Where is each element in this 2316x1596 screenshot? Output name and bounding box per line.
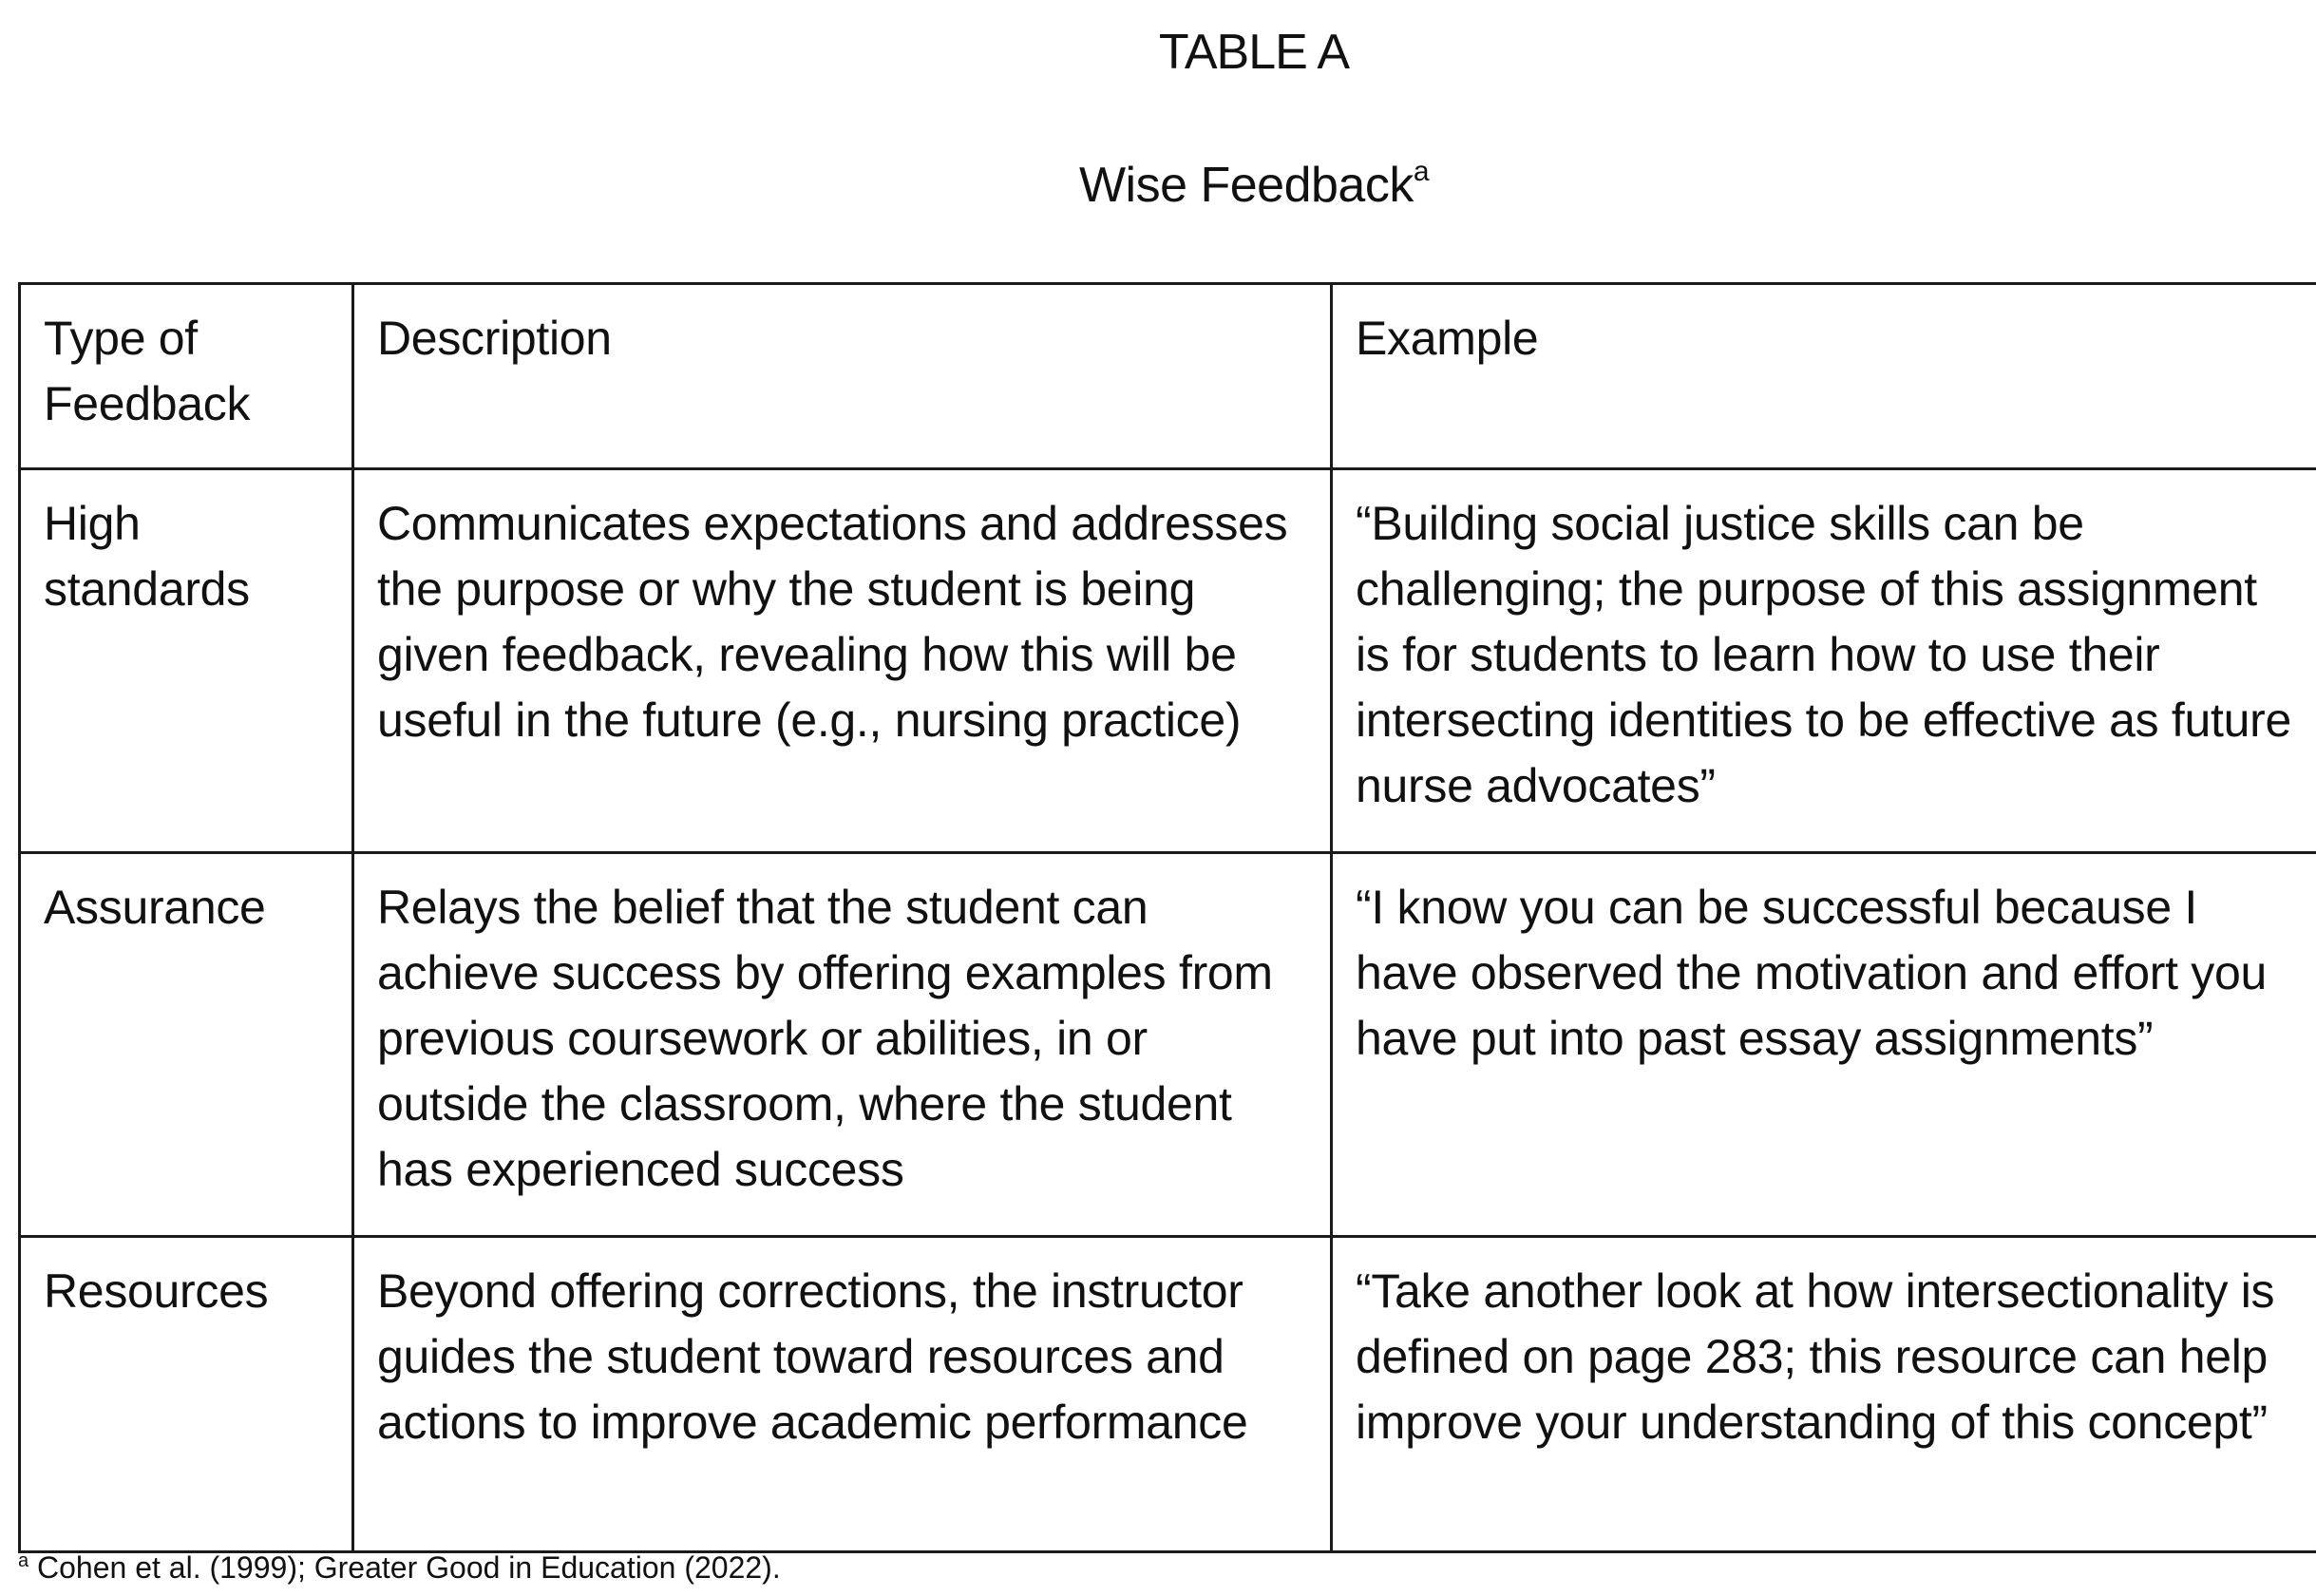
table-row-resources xyxy=(20,1237,2316,1552)
table-title-text: Wise Feedback xyxy=(1078,158,1414,213)
wise-feedback-table xyxy=(18,282,2316,1553)
row-type-cell: Assurance xyxy=(20,853,353,1237)
table-label: TABLE A xyxy=(1158,25,1350,80)
row-example-cell: “Building social justice skills can be challenging; the purpose of this assignment is for students to learn how to use their intersecting identities to be effective as future nurse advocates” xyxy=(1332,469,2316,853)
table-row-assurance xyxy=(20,853,2316,1237)
table-title-footnote-mark: a xyxy=(1413,156,1430,187)
footnote-text: Cohen et al. (1999); Greater Good in Education (2022). xyxy=(28,1550,781,1585)
row-description-cell: Beyond offering corrections, the instructor guides the student toward resources and actions to improve academic performance xyxy=(353,1237,1332,1552)
header-example: Example xyxy=(1332,284,2316,469)
row-description-cell: Relays the belief that the student can achieve success by offering examples from previous coursework or abilities, in or outside the classroom, where the student has experienced success xyxy=(353,853,1332,1237)
table-row-high-standards xyxy=(20,469,2316,853)
row-example-cell: “Take another look at how intersectionality is defined on page 283; this resource can help improve your understanding of this concept” xyxy=(1332,1237,2316,1552)
table-header-row xyxy=(20,284,2316,469)
footnote-mark: a xyxy=(18,1550,29,1571)
row-type-cell: High standards xyxy=(20,469,353,853)
table-title xyxy=(0,154,2316,217)
row-type-cell: Resources xyxy=(20,1237,353,1552)
header-type-of-feedback: Type of Feedback xyxy=(20,284,353,469)
header-description: Description xyxy=(353,284,1332,469)
row-description-cell: Communicates expectations and addresses the purpose or why the student is being given feedback, revealing how this will be useful in the future (e.g., nursing practice) xyxy=(353,469,1332,853)
row-example-cell: “I know you can be successful because I have observed the motivation and effort you have put into past essay assignments” xyxy=(1332,853,2316,1237)
table-footnote xyxy=(18,1547,781,1588)
